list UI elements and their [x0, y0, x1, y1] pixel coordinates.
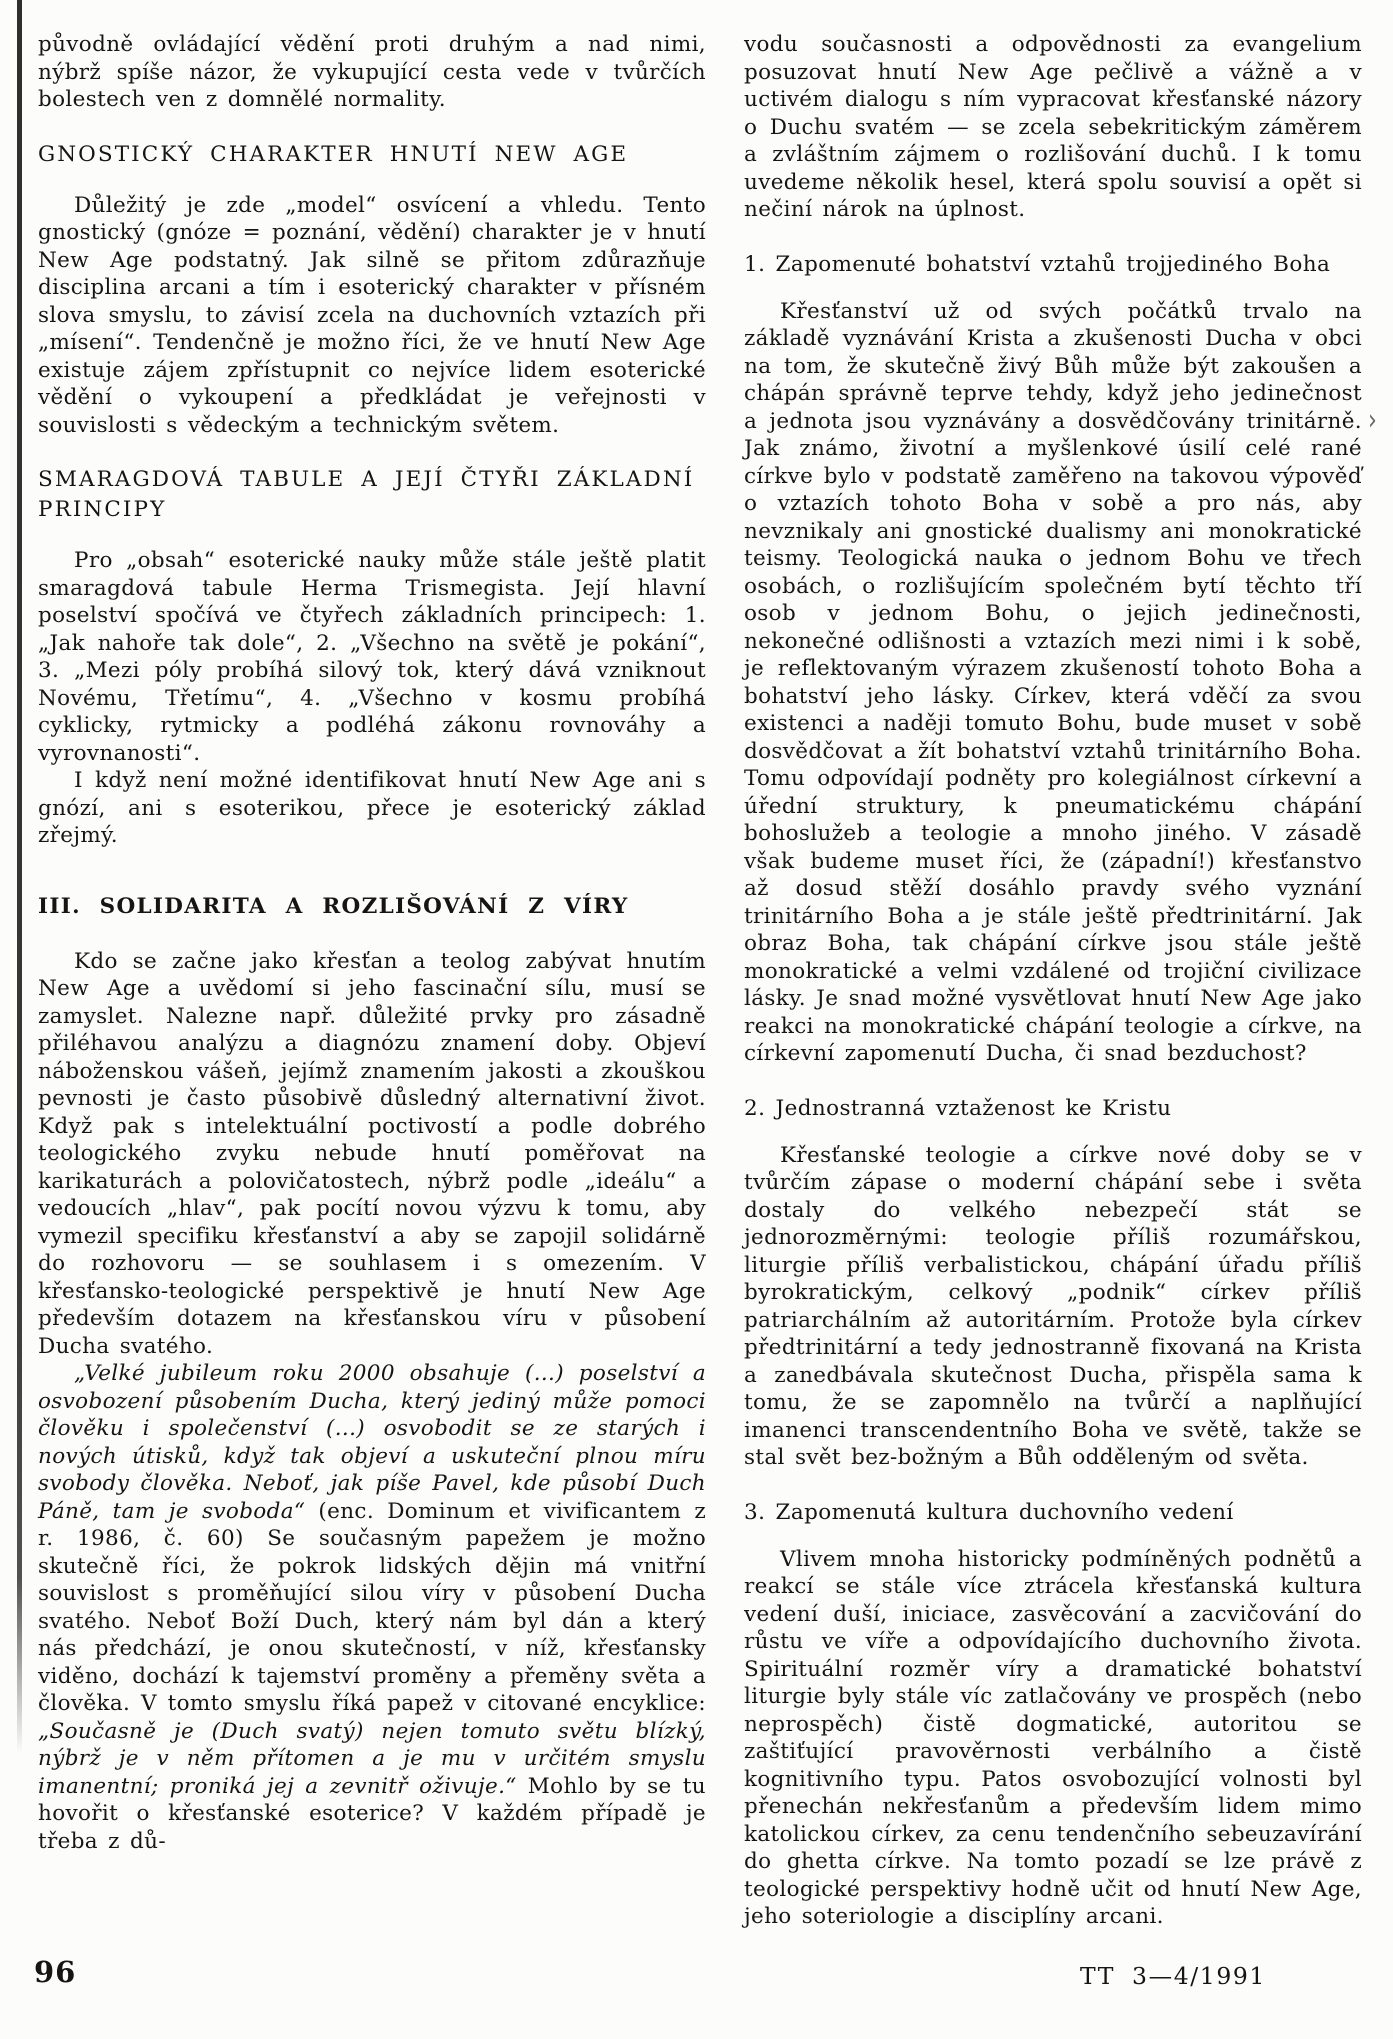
quote-run-italic-2: „Současně je (Duch svatý) nejen tomuto světu blízký, nýbrž je v něm přítomen a je mu v určitém smyslu imanentní; proniká jej a zevnitř oživuje.“ [38, 1718, 706, 1799]
paragraph-gnosticky-charakter: Důležitý je zde „model“ osvícení a vhledu. Tento gnostický (gnóze = poznání, vědění) charakter je v hnutí New Age podstatný. Jak silně se přitom zdůrazňuje disciplina arcani a tím i esoterický charakter v přísném slova smyslu, to závisí zcela na duchovních vztazích při „mísení“. Tendenčně je možno říci, že ve hnutí New Age existuje zájem zpřístupnit co nejvíce lidem esoterické vědění o vykoupení a předkládat je veřejnosti v souvislosti s vědeckým a technickým světem. [38, 192, 706, 438]
paragraph-zapomenuta-kultura: Vlivem mnoha historicky podmíněných podnětů a reakcí se stále více ztrácela křesťanská kultura vedení duší, iniciace, zasvěcování a zacvičování do růstu ve víře a odpovídajícího duchovního života. Spirituální rozměr víry a dramatické bohatství liturgie byly stále víc zatlačovány ve prospěch (nebo neprospěch) čistě dogmatické, autoritou se zaštiťující pravověrnosti verbálního a čistě kognitivního typu. Patos osvobozující volnosti byl přenechán nekřesťanům a především lidem mimo katolickou církev, za cenu tendenčního sebeuzavírání do ghetta církve. Na tomto pozadí se lze právě z teologické perspektivy hodně učit od hnutí New Age, jeho soteriologie a disciplíny arcani. [744, 1546, 1362, 1929]
left-column [38, 31, 706, 1855]
subsection-heading-zapomenuta-kultura: 3. Zapomenutá kultura duchovního vedení [744, 1499, 1234, 1525]
quote-run-italic-1: „Velké jubileum roku 2000 obsahuje (...) poselství a osvobození působením Ducha, který jediný může pomoci člověku i společenství (...) osvobodit se ze starých i nových útisků, když tak objeví a uskuteční plnou míru svobody člověka. Neboť, jak píše Pavel, kde působí Duch Páně, tam je svoboda“ [38, 1361, 706, 1524]
subsection-heading-jednostranna-vztazenost: 2. Jednostranná vztaženost ke Kristu [744, 1095, 1172, 1121]
paragraph-esotericky-zaklad: I když není možné identifikovat hnutí New Age ani s gnózí, ani s esoterikou, přece je esoterický základ zřejmý. [38, 768, 706, 848]
quote-run-roman-2: Mohlo by se tu hovořit o křesťanské esoterice? V každém případě je třeba z dů- [38, 1773, 706, 1854]
subsection-heading-zapomenute-bohatstvi: 1. Zapomenuté bohatství vztahů trojjediného Boha [744, 251, 1331, 277]
quote-paragraph [38, 1360, 706, 1855]
paragraph-jednostranna-vztazenost: Křesťanské teologie a církve nové doby se v tvůrčím zápase o moderní chápání sebe i světa dostaly do velkého nebezpečí stát se jednorozměrnými: teologie příliš rozumářskou, liturgie příliš verbalistickou, chápání úřadu příliš byrokratickým, celkový „podnik“ církev příliš patriarchálním až autoritárním. Protože byla církev předtrinitární a tedy jednostranně fixovaná na Krista a zanedbávala skutečnost Ducha, přispěla sama k tomu, že se zapomnělo na tvůrčí a naplňující imanenci transcendentního Boha ve světě, takže se stal svět bez-božným a Bůh odděleným od světa. [744, 1142, 1362, 1470]
continuation-paragraph: původně ovládající vědění proti druhým a nad nimi, nýbrž spíše názor, že vykupující cesta vede v tvůrčích bolestech ven z domnělé normality. [38, 32, 706, 112]
scan-gutter-shadow [17, 0, 22, 1754]
continuation-paragraph-right: vodu současnosti a odpovědnosti za evangelium posuzovat hnutí New Age pečlivě a vážně a v uctivém dialogu s ním vypracovat křesťanské názory o Duchu svatém — se zcela sebekritickým záměrem a zvláštním zájmem o rozlišování duchů. I k tomu uvedeme několik hesel, která spolu souvisí a opět si nečiní nárok na úplnost. [744, 32, 1362, 222]
section-heading-gnosticky-charakter: GNOSTICKÝ CHARAKTER HNUTÍ NEW AGE [38, 141, 629, 167]
page-number: 96 [34, 1955, 77, 1989]
section-heading-smaragdova-tabule: SMARAGDOVÁ TABULE A JEJÍ ČTYŘI ZÁKLADNÍ PRINCIPY [38, 467, 695, 522]
quote-run-roman-1: (enc. Dominum et vivificantem z r. 1986, č. 60) Se současným papežem je možno skutečně říci, že pokrok lidských dějin má vnitřní souvislost s proměňující silou víry v působení Ducha svatého. Neboť Boží Duch, který nám byl dán a který nás předchází, je onou skutečností, v níž, křesťansky viděno, dochází k tajemství proměny a přeměny světa a člověka. V tomto smyslu říká papež v citované encyklice: [38, 1498, 707, 1716]
section-heading-solidarita: III. SOLIDARITA A ROZLIŠOVÁNÍ Z VÍRY [38, 893, 629, 919]
scan-artifact-chevron-icon: › [1368, 403, 1377, 438]
right-column [744, 31, 1362, 1931]
paragraph-zapomenute-bohatstvi: Křesťanství už od svých počátků trvalo na základě vyznávání Krista a zkušenosti Ducha v obci na tom, že skutečně živý Bůh může být zakoušen a chápán správně teprve tehdy, když jeho jedinečnost a jednota jsou vyznávány a dosvědčovány trinitárně. Jak známo, životní a myšlenkové úsilí celé rané církve bylo v podstatě zaměřeno na takovou výpověď o vztazích tohoto Boha v sobě a pro nás, aby nevznikaly ani gnostické dualismy ani monokratické teismy. Teologická nauka o jednom Bohu ve třech osobách, o rozlišujícím společném bytí těchto tří osob v jednom Bohu, o jejich jedinečnosti, nekonečné odlišnosti a vztazích mezi nimi i k sobě, je reflektovaným výrazem zkušeností tohoto Boha a bohatství jeho lásky. Církev, která vděčí za svou existenci a naději tomuto Bohu, bude muset v sobě dosvědčovat a žít bohatství vztahů trinitárního Boha. Tomu odpovídají podněty pro kolegiálnost církevní a úřední struktury, k pneumatickému chápání bohoslužeb a teologie a mnoho jiného. V zásadě však budeme muset říci, že (západní!) křesťanstvo až dosud stěží dosáhlo pravdy svého vyznání trinitárního Boha a je stále ještě předtrinitární. Jak obraz Boha, tak chápání církve jsou stále ještě monokratické a velmi vzdálené od trojiční civilizace lásky. Je snad možné vysvětlovat hnutí New Age jako reakci na monokratické chápání teologie a církve, na církevní zapomenutí Ducha, či snad bezduchost? [744, 298, 1362, 1066]
paragraph-kdo-se-zacne: Kdo se začne jako křesťan a teolog zabývat hnutím New Age a uvědomí si jeho fascinační sílu, musí se zamyslet. Nalezne např. důležité prvky pro zásadně přiléhavou analýzu a diagnózu znamení doby. Objeví náboženskou vášeň, jejímž znamením jakosti a zkouškou pevnosti je často působivě důsledný alternativní život. Když pak s intelektuální poctivostí a podle dobrého teologického zvyku nebude hnutí poměřovat na karikaturách a polovičatostech, nýbrž podle „ideálu“ a vedoucích „hlav“, pak pocítí novou výzvu k tomu, aby vymezil specifiku křesťanství a aby se zapojil solidárně do rozhovoru — se souhlasem i s omezením. V křesťansko-teologické perspektivě je hnutí New Age především dotazem na křesťanskou víru v působení Ducha svatého. [38, 948, 706, 1359]
journal-reference: TT 3—4/1991 [1080, 1962, 1266, 1990]
paragraph-smaragdova-tabule: Pro „obsah“ esoterické nauky může stále ještě platit smaragdová tabule Herma Trismegista. Její hlavní poselství spočívá ve čtyřech základních principech: 1. „Jak nahoře tak dole“, 2. „Všechno na světě je pokání“, 3. „Mezi póly probíhá silový tok, který dává vzniknout Novému, Třetímu“, 4. „Všechno v kosmu probíhá cyklicky, rytmicky a podléhá zákonu rovnováhy a vyrovnanosti“. [38, 548, 706, 766]
